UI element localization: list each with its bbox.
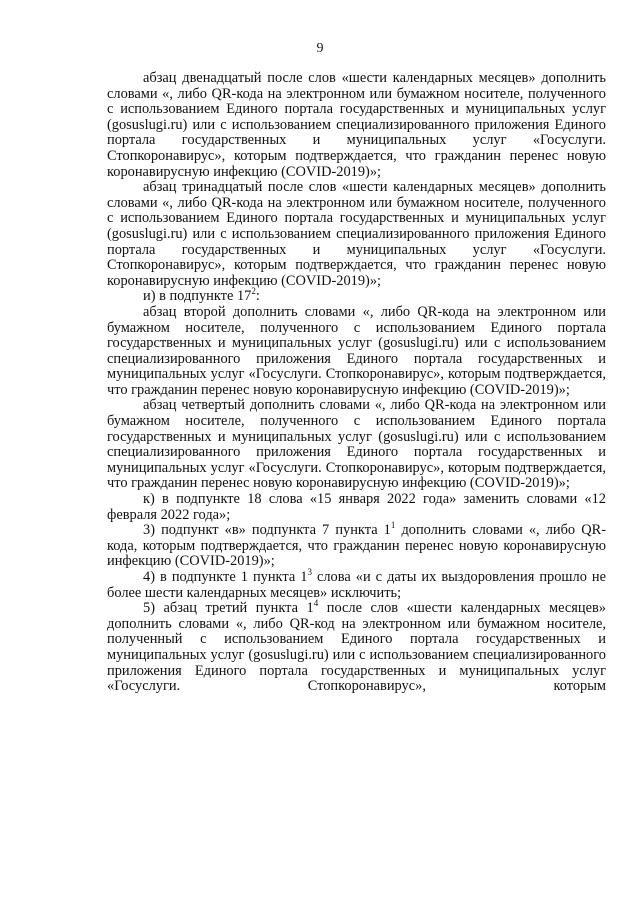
paragraph-text: и) в подпункте 17: [143, 288, 252, 305]
paragraph-text: слова «и с даты их выздоровления прошло не более шести календарных месяцев» исключить;: [107, 569, 607, 601]
paragraph-text: после слов «шести календарных месяцев» дополнить словами «, либо QR-код на электронном или бумажном носителе, полученный с использованием Единого портала государственных и муниципальных услуг (gosuslugi.ru) или с использованием специализированного приложения Единого портала государственных и муниципальных услуг «Госуслуги. Стопкоронавирус», которым: [107, 600, 606, 695]
paragraph-text: 3) подпункт «в» подпункта 7 пункта 1: [143, 522, 391, 539]
paragraph-text: дополнить словами «, либо QR-кода, которым подтверждается, что гражданин перенес новую коронавирусную инфекцию (COVID-2019)»;: [107, 522, 606, 570]
paragraph-text: :: [255, 288, 260, 305]
document-body: [107, 71, 606, 695]
paragraph-abzac-13: абзац тринадцатый после слов «шести календарных месяцев» дополнить словами «, либо QR-кода на электронном или бумажном носителе, полученного с использованием Единого портала государственных и муниципальных услуг (gosuslugi.ru) или с использованием специализированного приложения Единого портала государственных и муниципальных услуг «Госуслуги. Стопкоронавирус», которым подтверждается, что гражданин перенес новую коронавирусную инфекцию (COVID-2019)»;: [107, 179, 606, 289]
paragraph-item-3: [107, 520, 606, 570]
paragraph-text: 4) в подпункте 1 пункта 1: [143, 569, 308, 585]
paragraph-item-4: [107, 567, 607, 601]
paragraph-item-5: [107, 598, 606, 695]
paragraph-text: 5) абзац третий пункта 1: [143, 600, 314, 617]
page-number: 9: [316, 41, 324, 56]
superscript: 2: [251, 286, 256, 297]
paragraph-subpoint-i: [107, 286, 606, 305]
superscript: 3: [307, 567, 312, 577]
paragraph-abzac-2: абзац второй дополнить словами «, либо QR-кода на электронном или бумажном носителе, полученного с использованием Единого портала государственных и муниципальных услуг (gosuslugi.ru) или с использованием специализированного приложения Единого портала государственных и муниципальных услуг «Госуслуги. Стопкоронавирус», которым подтверждается, что гражданин перенес новую коронавирусную инфекцию (COVID-2019)»;: [107, 303, 606, 398]
superscript: 4: [313, 598, 319, 609]
superscript: 1: [390, 520, 396, 531]
paragraph-subpoint-k: к) в подпункте 18 слова «15 января 2022 года» заменить словами «12 февраля 2022 года»;: [107, 491, 606, 523]
paragraph-abzac-12: абзац двенадцатый после слов «шести календарных месяцев» дополнить словами «, либо QR-кода на электронном или бумажном носителе, полученного с использованием Единого портала государственных и муниципальных услуг (gosuslugi.ru) или с использованием специализированного приложения Единого портала государственных и муниципальных услуг «Госуслуги. Стопкоронавирус», которым подтверждается, что гражданин перенес новую коронавирусную инфекцию (COVID-2019)»;: [107, 70, 606, 180]
paragraph-abzac-4: абзац четвертый дополнить словами «, либо QR-кода на электронном или бумажном носителе, полученного с использованием Единого портала государственных и муниципальных услуг (gosuslugi.ru) или с использованием специализированного приложения Единого портала государственных и муниципальных услуг «Госуслуги. Стопкоронавирус», которым подтверждается, что гражданин перенес новую коронавирусную инфекцию (COVID-2019)»;: [107, 397, 606, 492]
